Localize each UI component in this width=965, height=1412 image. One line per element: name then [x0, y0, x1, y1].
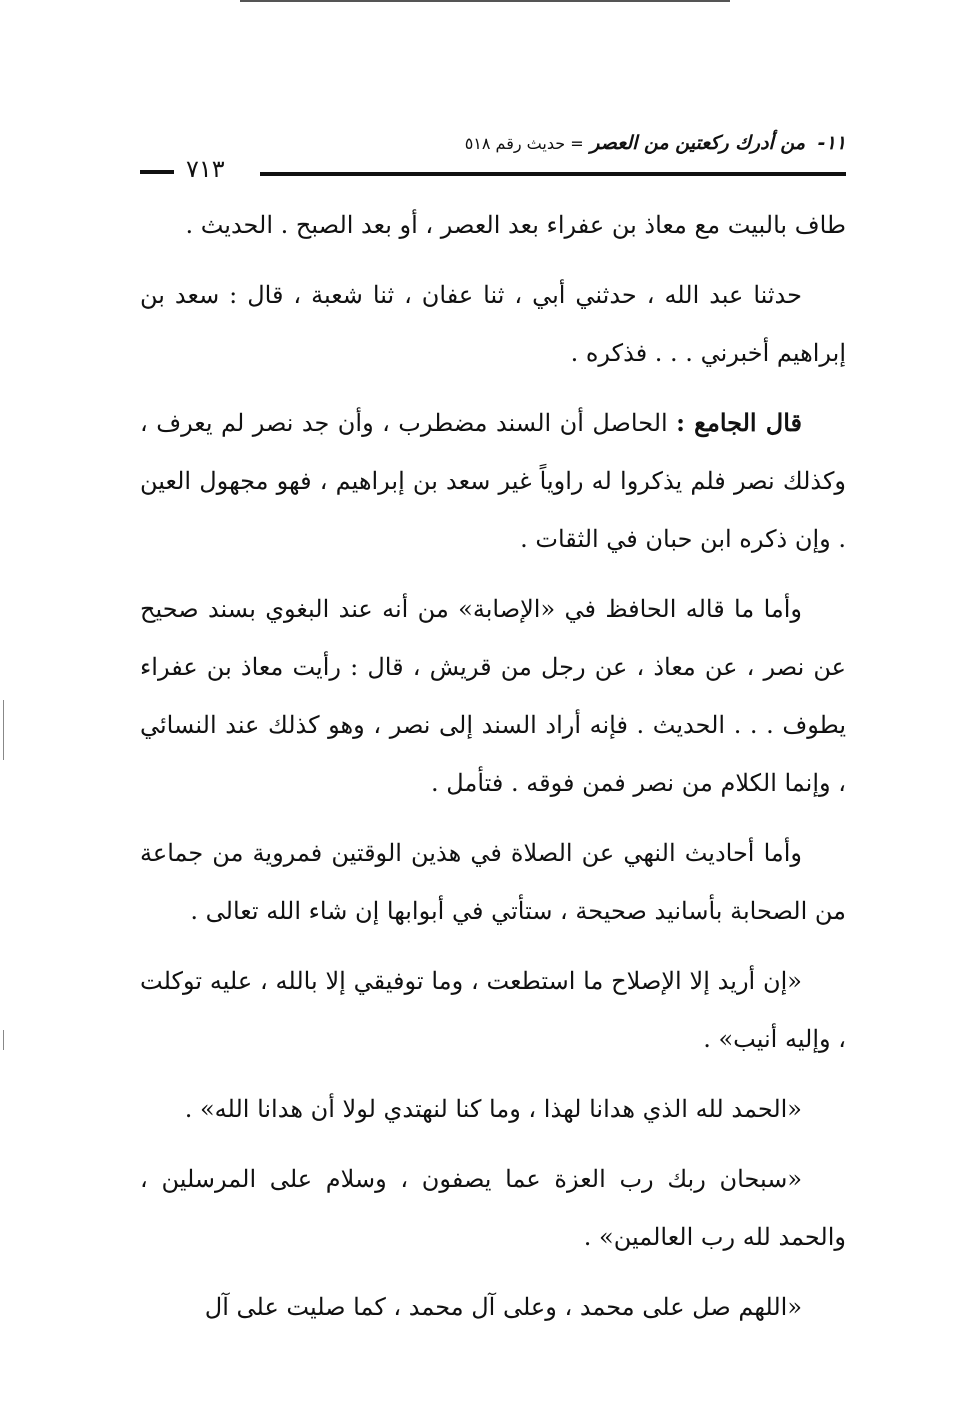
- paragraph: [140, 1278, 846, 1336]
- running-header: [140, 128, 846, 184]
- paragraph-text: وأما ما قاله الحافظ في «الإصابة» من أنه عند البغوي بسند صحيح عن نصر ، عن معاذ ، عن رجل من قريش ، قال : رأيت معاذ بن عفراء يطوف . . . الحديث . فإنه أراد السند إلى نصر ، وهو كذلك عند النسائي ، وإنما الكلام من نصر فمن فوقه . فتأمل .: [140, 595, 846, 797]
- chapter-title: من أدرك ركعتين من العصر: [590, 132, 806, 154]
- margin-mark: [3, 700, 4, 760]
- paragraph: [140, 266, 846, 382]
- paragraph: [140, 1080, 846, 1138]
- top-edge-rule: [240, 0, 730, 2]
- page-number: ٧١٣: [186, 155, 225, 183]
- paragraph-text: وأما أحاديث النهي عن الصلاة في هذين الوقتين فمروية من جماعة من الصحابة بأسانيد صحيحة ، ستأتي في أبوابها إن شاء الله تعالى .: [140, 839, 846, 925]
- chapter-number: ١١-: [817, 132, 846, 154]
- page-body: [140, 196, 846, 1348]
- chapter-heading: [465, 128, 846, 159]
- paragraph-text: «سبحان ربك رب العزة عما يصفون ، وسلام على المرسلين ، والحمد لله رب العالمين» .: [140, 1165, 846, 1251]
- paragraph-lead: قال الجامع :: [676, 408, 802, 437]
- hadith-reference: = حديث رقم ٥١٨: [464, 134, 584, 153]
- paragraph: [140, 196, 846, 254]
- paragraph-text: حدثنا عبد الله ، حدثني أبي ، ثنا عفان ، ثنا شعبة ، قال : سعد بن إبراهيم أخبرني . . . فذكره .: [140, 281, 846, 367]
- paragraph: [140, 952, 846, 1068]
- page-number-dash: [140, 170, 174, 174]
- margin-mark: [3, 1030, 4, 1050]
- paragraph-text: الحاصل أن السند مضطرب ، وأن جد نصر لم يعرف ، وكذلك نصر فلم يذكروا له راوياً غير سعد بن إبراهيم ، فهو مجهول العين . وإن ذكره ابن حبان في الثقات .: [140, 409, 846, 553]
- paragraph: [140, 1150, 846, 1266]
- paragraph-text: طاف بالبيت مع معاذ بن عفراء بعد العصر ، أو بعد الصبح . الحديث .: [185, 211, 846, 239]
- paragraph: [140, 394, 846, 568]
- paragraph: [140, 580, 846, 812]
- paragraph-text: «إن أريد إلا الإصلاح ما استطعت ، وما توفيقي إلا بالله ، عليه توكلت ، وإليه أنيب» .: [140, 967, 846, 1053]
- paragraph: [140, 824, 846, 940]
- paragraph-text: «الحمد لله الذي هدانا لهذا ، وما كنا لنهتدي لولا أن هدانا الله» .: [184, 1095, 802, 1123]
- paragraph-text: «اللهم صل على محمد ، وعلى آل محمد ، كما صليت على آل: [204, 1293, 802, 1321]
- header-rule: [260, 172, 846, 176]
